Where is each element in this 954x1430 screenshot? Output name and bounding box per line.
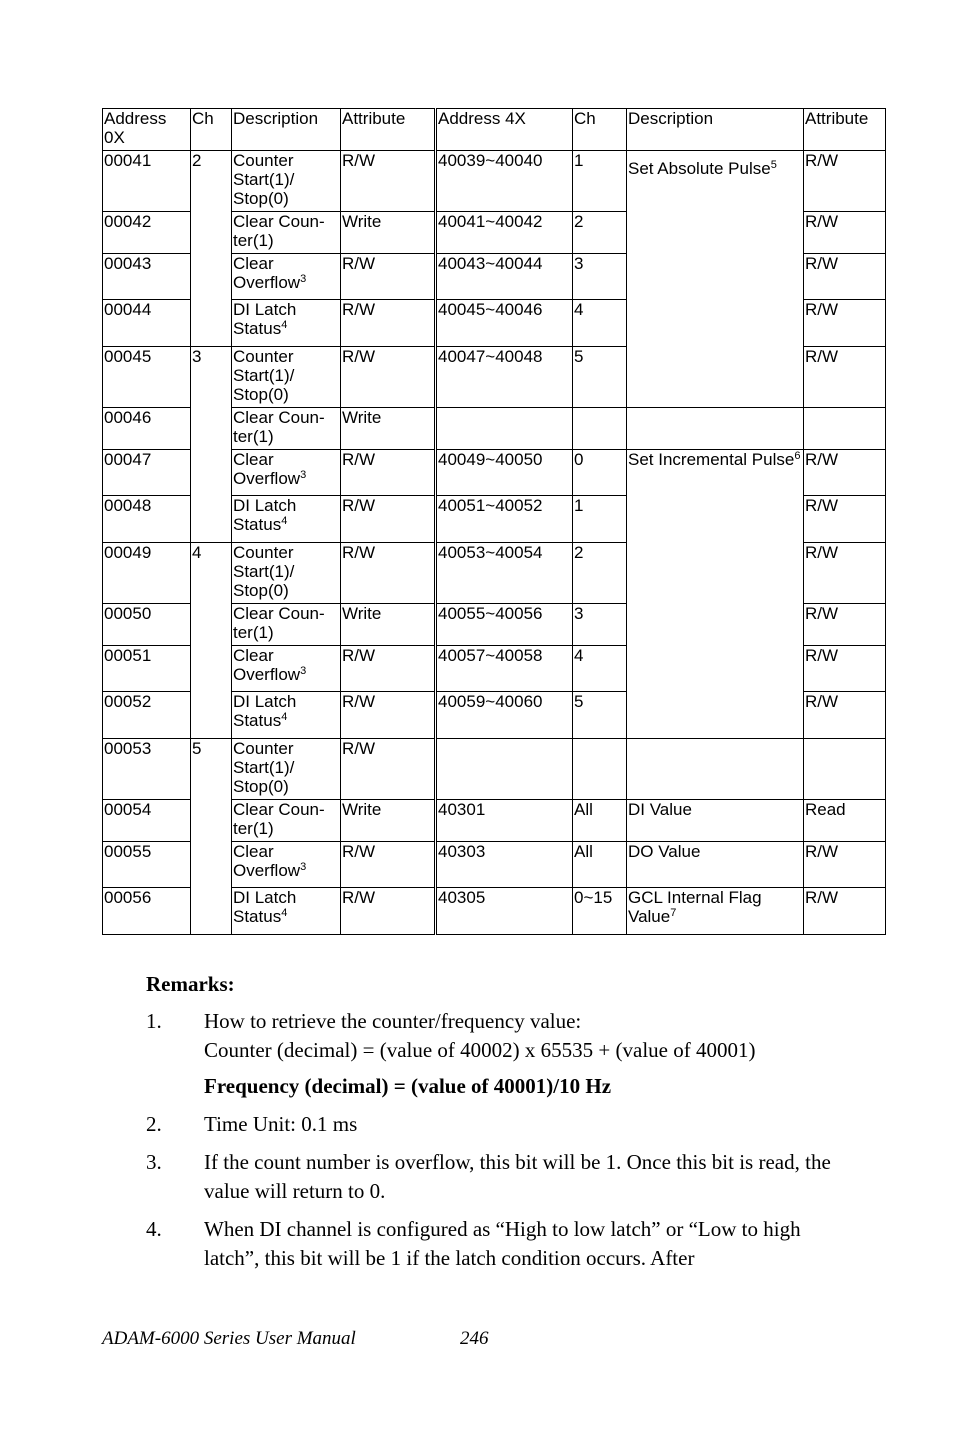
description-text: DI Latch Status: [233, 300, 297, 338]
attribute-4x-cell: R/W: [804, 888, 886, 935]
attribute-4x-cell: R/W: [804, 646, 886, 692]
table-row: [103, 739, 886, 800]
table-row: [103, 151, 886, 212]
channel-4x-cell: 2: [573, 212, 627, 254]
attribute-4x-cell: R/W: [804, 254, 886, 300]
description-cell: [232, 692, 341, 739]
attribute-4x-cell: R/W: [804, 347, 886, 408]
header-address-0x: Address 0X: [103, 109, 191, 151]
attribute-4x-cell: [804, 739, 886, 800]
attribute-cell: Write: [341, 604, 436, 646]
description-text: Clear Overflow: [233, 646, 301, 684]
address-4x-cell: 40049~40050: [436, 450, 573, 496]
description-cell: [232, 496, 341, 543]
attribute-4x-cell: R/W: [804, 212, 886, 254]
footnote-marker: 6: [794, 450, 801, 462]
address-4x-cell: 40047~40048: [436, 347, 573, 408]
channel-4x-cell: 1: [573, 151, 627, 212]
channel-cell: 3: [191, 347, 232, 543]
channel-4x-cell: 2: [573, 543, 627, 604]
address-4x-cell: [436, 408, 573, 450]
description-4x-cell: [627, 739, 804, 800]
footnote-marker: 7: [670, 907, 677, 919]
footnote-marker: 4: [281, 711, 288, 723]
channel-4x-cell: 5: [573, 347, 627, 408]
description-cell: [232, 300, 341, 347]
remark-line: Counter (decimal) = (value of 40002) x 65535 + (value of 40001): [204, 1038, 756, 1062]
header-description-4x: Description: [627, 109, 804, 151]
description-4x-cell: DO Value: [627, 842, 804, 888]
table-header-row: [103, 109, 886, 151]
modbus-address-table: [102, 108, 886, 935]
footnote-marker: 3: [300, 665, 307, 677]
channel-cell: 2: [191, 151, 232, 347]
address-4x-cell: 40041~40042: [436, 212, 573, 254]
page-number: 246: [460, 1328, 489, 1349]
description-cell: Clear Coun-ter(1): [232, 212, 341, 254]
channel-4x-cell: 0~15: [573, 888, 627, 935]
attribute-4x-cell: R/W: [804, 543, 886, 604]
channel-4x-cell: 3: [573, 254, 627, 300]
attribute-4x-cell: R/W: [804, 151, 886, 212]
remark-item: [146, 1110, 846, 1139]
footnote-marker: 3: [300, 273, 307, 285]
address-0x-cell: 00041: [103, 151, 191, 212]
remark-text: If the count number is overflow, this bit will be 1. Once this bit is read, the value will return to 0.: [204, 1150, 831, 1203]
attribute-4x-cell: R/W: [804, 450, 886, 496]
remark-item: [146, 1148, 846, 1206]
remark-item: [146, 1215, 846, 1273]
attribute-cell: R/W: [341, 300, 436, 347]
channel-4x-cell: [573, 408, 627, 450]
channel-cell: 4: [191, 543, 232, 739]
attribute-cell: Write: [341, 408, 436, 450]
footnote-marker: 4: [281, 907, 288, 919]
description-cell: [232, 888, 341, 935]
remark-number: 4.: [146, 1217, 162, 1241]
remark-body: [204, 1007, 846, 1101]
header-address-4x: Address 4X: [436, 109, 573, 151]
remark-text: Time Unit: 0.1 ms: [204, 1112, 358, 1136]
channel-4x-cell: All: [573, 800, 627, 842]
address-0x-cell: 00055: [103, 842, 191, 888]
attribute-cell: R/W: [341, 842, 436, 888]
attribute-cell: R/W: [341, 739, 436, 800]
address-0x-cell: 00047: [103, 450, 191, 496]
channel-4x-cell: 4: [573, 300, 627, 347]
address-4x-cell: 40303: [436, 842, 573, 888]
description-4x-cell: [627, 408, 804, 450]
description-4x-cell: [627, 450, 804, 739]
attribute-4x-cell: [804, 408, 886, 450]
footnote-marker: 4: [281, 319, 288, 331]
set-incremental-pulse-label: Set Incremental Pulse: [628, 450, 795, 469]
description-text: DI Latch Status: [233, 692, 297, 730]
header-ch-4x: Ch: [573, 109, 627, 151]
address-0x-cell: 00056: [103, 888, 191, 935]
description-cell: Clear Coun-ter(1): [232, 408, 341, 450]
address-0x-cell: 00048: [103, 496, 191, 543]
address-4x-cell: 40051~40052: [436, 496, 573, 543]
description-text: GCL Internal Flag Value: [628, 888, 762, 926]
footnote-marker: 3: [300, 861, 307, 873]
address-0x-cell: 00050: [103, 604, 191, 646]
channel-4x-cell: 3: [573, 604, 627, 646]
remark-text: When DI channel is configured as “High to low latch” or “Low to high latch”, this bit will be 1 if the latch condition occurs. After: [204, 1217, 801, 1270]
remark-line: How to retrieve the counter/frequency value:: [204, 1009, 582, 1033]
description-cell: [232, 842, 341, 888]
description-text: DI Latch Status: [233, 496, 297, 534]
attribute-cell: R/W: [341, 888, 436, 935]
channel-cell: 5: [191, 739, 232, 935]
address-0x-cell: 00042: [103, 212, 191, 254]
address-0x-cell: 00045: [103, 347, 191, 408]
description-text: Clear Overflow: [233, 450, 301, 488]
attribute-4x-cell: R/W: [804, 300, 886, 347]
description-cell: Clear Coun-ter(1): [232, 800, 341, 842]
description-4x-cell: [627, 151, 804, 408]
attribute-4x-cell: R/W: [804, 842, 886, 888]
address-4x-cell: 40039~40040: [436, 151, 573, 212]
description-cell: [232, 450, 341, 496]
description-text: Clear Overflow: [233, 842, 301, 880]
header-description: Description: [232, 109, 341, 151]
header-ch: Ch: [191, 109, 232, 151]
channel-4x-cell: 4: [573, 646, 627, 692]
remark-item: [146, 1007, 846, 1101]
channel-4x-cell: 5: [573, 692, 627, 739]
address-0x-cell: 00053: [103, 739, 191, 800]
attribute-cell: Write: [341, 212, 436, 254]
description-cell: Counter Start(1)/ Stop(0): [232, 739, 341, 800]
description-cell: Counter Start(1)/ Stop(0): [232, 347, 341, 408]
address-0x-cell: 00051: [103, 646, 191, 692]
description-text: DI Latch Status: [233, 888, 297, 926]
footnote-marker: 5: [770, 159, 777, 171]
description-text: Clear Overflow: [233, 254, 301, 292]
attribute-4x-cell: R/W: [804, 692, 886, 739]
attribute-cell: Write: [341, 800, 436, 842]
attribute-4x-cell: R/W: [804, 496, 886, 543]
address-4x-cell: [436, 739, 573, 800]
remark-number: 1.: [146, 1009, 162, 1033]
address-0x-cell: 00046: [103, 408, 191, 450]
attribute-4x-cell: R/W: [804, 604, 886, 646]
address-0x-cell: 00044: [103, 300, 191, 347]
channel-4x-cell: 0: [573, 450, 627, 496]
channel-4x-cell: [573, 739, 627, 800]
attribute-4x-cell: Read: [804, 800, 886, 842]
address-0x-cell: 00049: [103, 543, 191, 604]
description-cell: Counter Start(1)/ Stop(0): [232, 151, 341, 212]
remark-formula: Frequency (decimal) = (value of 40001)/10 Hz: [204, 1074, 612, 1098]
address-0x-cell: 00054: [103, 800, 191, 842]
remarks-section: [146, 970, 846, 1282]
address-0x-cell: 00043: [103, 254, 191, 300]
address-0x-cell: 00052: [103, 692, 191, 739]
description-cell: [232, 254, 341, 300]
remark-number: 3.: [146, 1150, 162, 1174]
page-footer: [102, 1328, 489, 1350]
address-4x-cell: 40055~40056: [436, 604, 573, 646]
attribute-cell: R/W: [341, 254, 436, 300]
manual-title: ADAM-6000 Series User Manual: [102, 1328, 356, 1349]
channel-4x-cell: All: [573, 842, 627, 888]
address-4x-cell: 40043~40044: [436, 254, 573, 300]
remarks-title: Remarks:: [146, 972, 235, 996]
address-4x-cell: 40059~40060: [436, 692, 573, 739]
footnote-marker: 4: [281, 515, 288, 527]
attribute-cell: R/W: [341, 543, 436, 604]
description-4x-cell: [627, 888, 804, 935]
header-attribute: Attribute: [341, 109, 436, 151]
description-cell: [232, 646, 341, 692]
address-4x-cell: 40301: [436, 800, 573, 842]
address-4x-cell: 40057~40058: [436, 646, 573, 692]
address-4x-cell: 40305: [436, 888, 573, 935]
address-4x-cell: 40045~40046: [436, 300, 573, 347]
attribute-cell: R/W: [341, 450, 436, 496]
channel-4x-cell: 1: [573, 496, 627, 543]
attribute-cell: R/W: [341, 151, 436, 212]
footnote-marker: 3: [300, 469, 307, 481]
address-4x-cell: 40053~40054: [436, 543, 573, 604]
description-cell: Clear Coun-ter(1): [232, 604, 341, 646]
attribute-cell: R/W: [341, 692, 436, 739]
description-cell: Counter Start(1)/ Stop(0): [232, 543, 341, 604]
description-4x-cell: DI Value: [627, 800, 804, 842]
remark-number: 2.: [146, 1112, 162, 1136]
attribute-cell: R/W: [341, 496, 436, 543]
attribute-cell: R/W: [341, 646, 436, 692]
attribute-cell: R/W: [341, 347, 436, 408]
set-absolute-pulse-label: Set Absolute Pulse: [628, 159, 771, 178]
header-attribute-4x: Attribute: [804, 109, 886, 151]
